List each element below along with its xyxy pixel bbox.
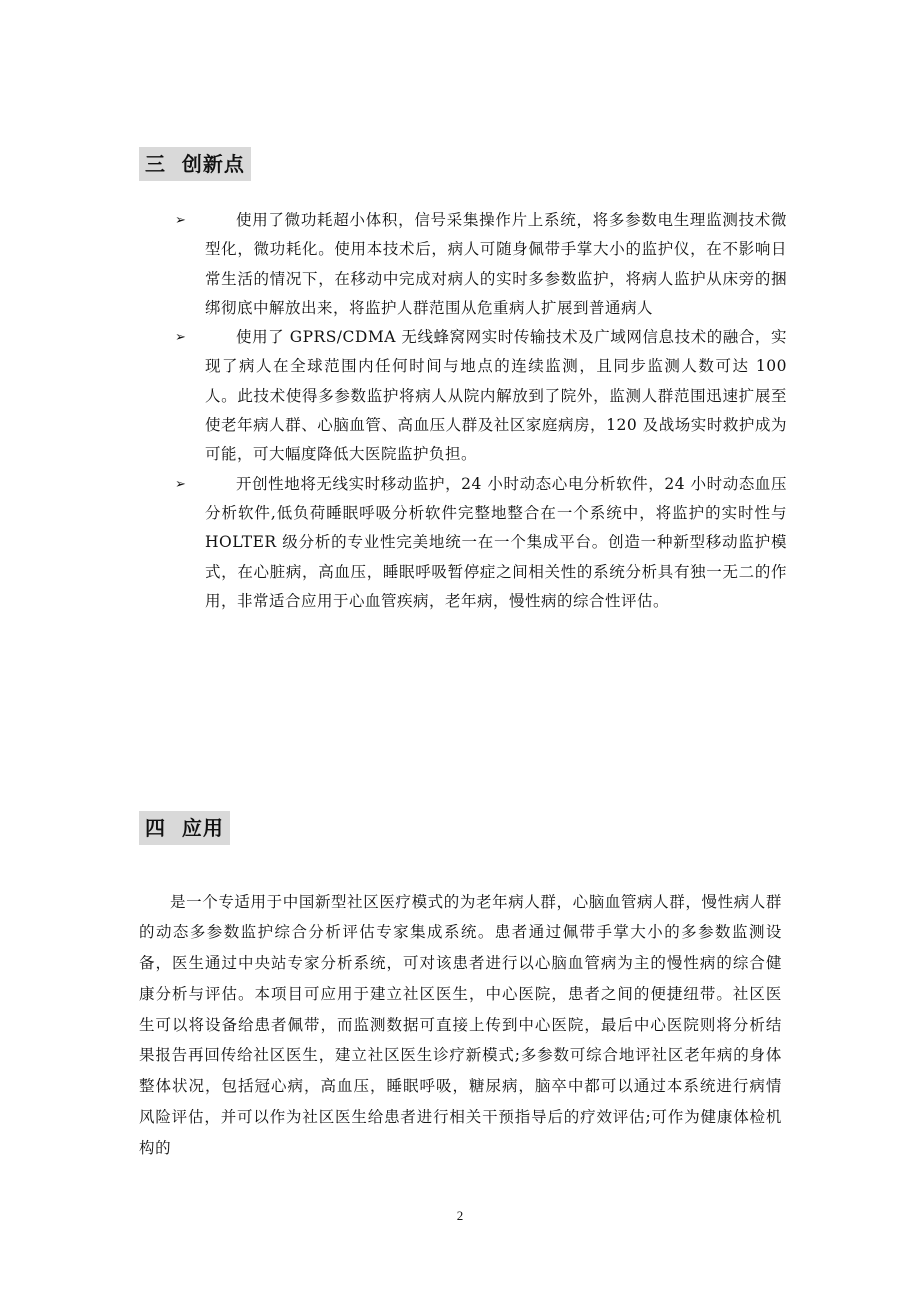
bullet-text: 开创性地将无线实时移动监护，24 小时动态心电分析软件，24 小时动态血压分析软件,低负荷睡眠呼吸分析软件完整地整合在一个系统中，将监护的实时性与 HOLTER 级分析的专业性完美地统一在一个集成平台。创造一种新型移动监护模式，在心脏病，高血压，睡眠呼吸暂停症之间相关性的系统分析具有独一无二的作用，非常适合应用于心血管疾病，老年病，慢性病的综合性评估。 <box>205 474 787 610</box>
innovation-bullet-list <box>175 206 787 616</box>
bullet-item <box>175 206 787 323</box>
section-heading-application: 四 应用 <box>139 811 230 845</box>
arrow-bullet-icon: ➢ <box>175 213 187 228</box>
application-paragraph: 是一个专适用于中国新型社区医疗模式的为老年病人群，心脑血管病人群，慢性病人群的动态多参数监护综合分析评估专家集成系统。患者通过佩带手掌大小的多参数监测设备，医生通过中央站专家分析系统，可对该患者进行以心脑血管病为主的慢性病的综合健康分析与评估。本项目可应用于建立社区医生，中心医院，患者之间的便捷纽带。社区医生可以将设备给患者佩带，而监测数据可直接上传到中心医院，最后中心医院则将分析结果报告再回传给社区医生，建立社区医生诊疗新模式;多参数可综合地评社区老年病的身体整体状况，包括冠心病，高血压，睡眠呼吸，糖尿病，脑卒中都可以通过本系统进行病情风险评估，并可以作为社区医生给患者进行相关干预指导后的疗效评估;可作为健康体检机构的 <box>139 892 782 1157</box>
section-heading-innovation: 三 创新点 <box>139 147 251 181</box>
bullet-text: 使用了 GPRS/CDMA 无线蜂窝网实时传输技术及广域网信息技术的融合，实现了病人在全球范围内任何时间与地点的连续监测，且同步监测人数可达 100 人。此技术使得多参数监护将病人从院内解放到了院外，监测人群范围迅速扩展至使老年病人群、心脑血管、高血压人群及社区家庭病房，120 及战场实时救护成为可能，可大幅度降低大医院监护负担。 <box>205 328 787 464</box>
arrow-bullet-icon: ➢ <box>175 476 187 492</box>
bullet-item <box>175 323 787 469</box>
page-number: 2 <box>456 1208 464 1223</box>
bullet-item <box>175 470 787 616</box>
bullet-text: 使用了微功耗超小体积，信号采集操作片上系统，将多参数电生理监测技术微型化，微功耗化。使用本技术后，病人可随身佩带手掌大小的监护仪，在不影响日常生活的情况下，在移动中完成对病人的实时多参数监护，将病人监护从床旁的捆绑彻底中解放出来，将监护人群范围从危重病人扩展到普通病人 <box>205 211 787 317</box>
arrow-bullet-icon: ➢ <box>175 330 187 346</box>
